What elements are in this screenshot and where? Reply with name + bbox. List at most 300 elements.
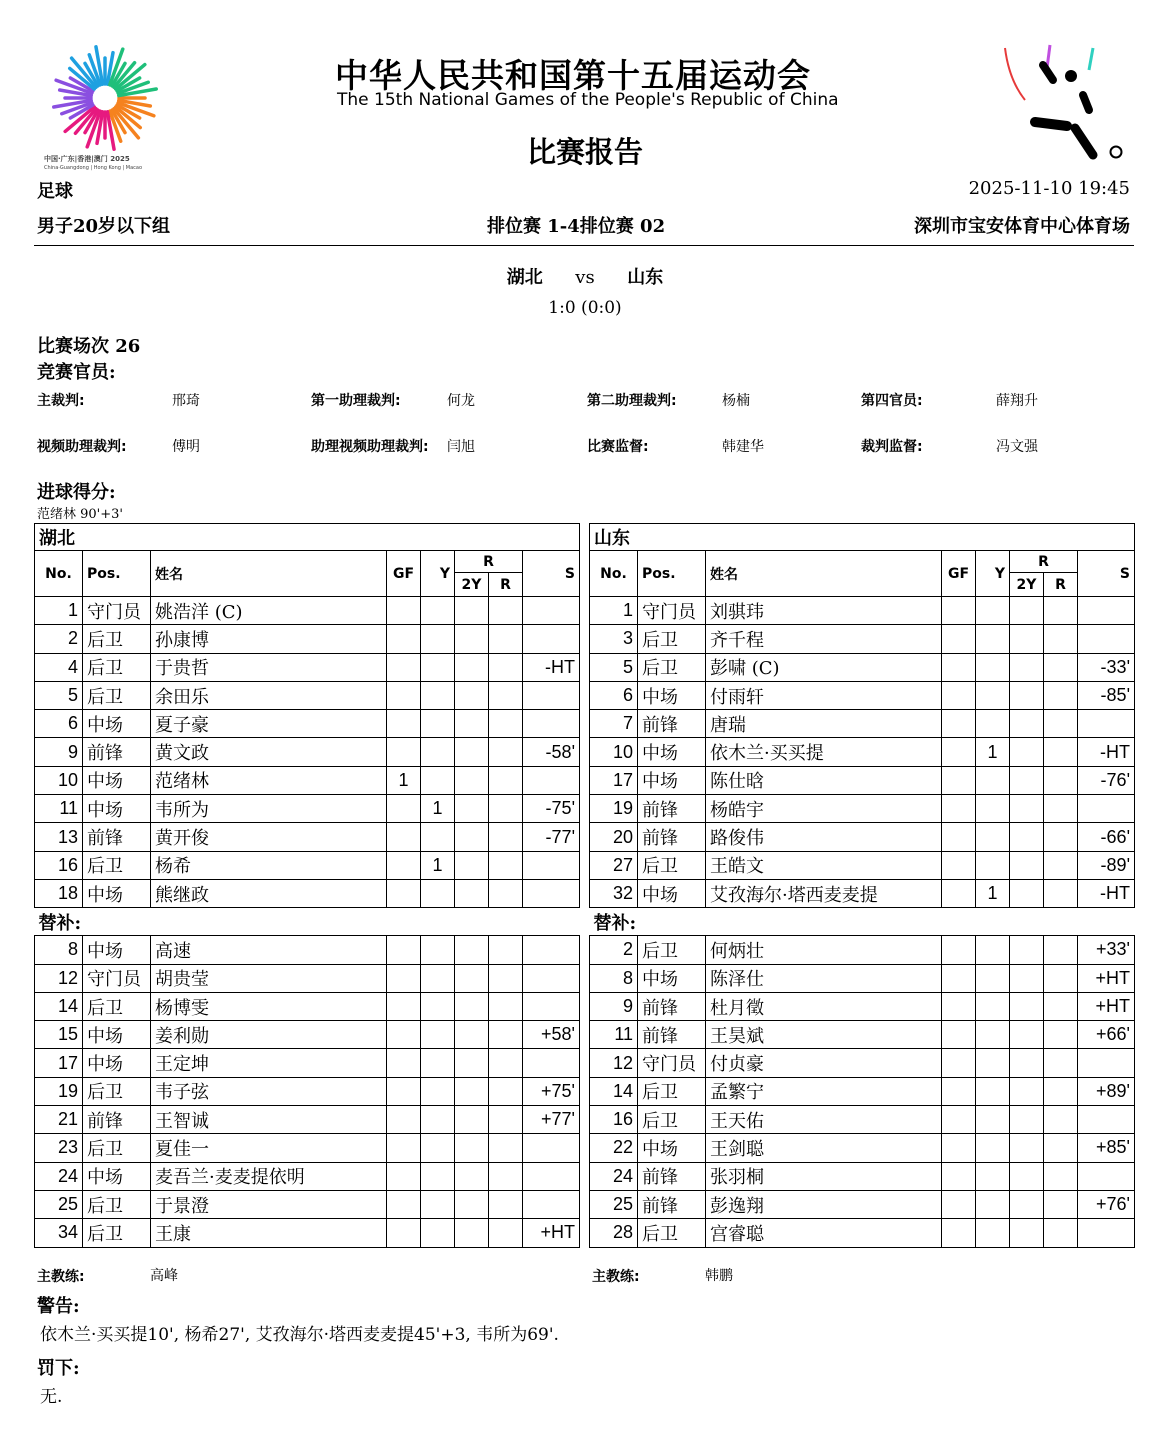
player-position: 前锋: [638, 1021, 706, 1049]
officials-heading: 竞赛官员:: [37, 362, 116, 383]
match-datetime: 2025-11-10 19:45: [968, 178, 1130, 199]
player-name: 黄文政: [151, 738, 387, 766]
player-row: [35, 964, 580, 992]
player-second-yellow: [455, 1077, 489, 1105]
player-number: 7: [590, 710, 638, 738]
col-rr-header: R: [489, 573, 523, 597]
away-team-name: 山东: [627, 267, 664, 288]
player-substitution: +33': [1078, 936, 1135, 964]
player-goals: [942, 992, 976, 1020]
player-name: 余田乐: [151, 681, 387, 709]
player-red: [1044, 653, 1078, 681]
player-substitution: -89': [1078, 851, 1135, 879]
player-row: [590, 1134, 1135, 1162]
player-red: [489, 597, 523, 625]
player-name: 姚浩洋 (C): [151, 597, 387, 625]
player-name: 彭啸 (C): [706, 653, 942, 681]
player-yellow: [976, 1077, 1010, 1105]
player-position: 中场: [83, 936, 151, 964]
expulsions-heading: 罚下:: [37, 1358, 80, 1379]
player-goals: [387, 851, 421, 879]
player-number: 8: [35, 936, 83, 964]
player-yellow: [976, 936, 1010, 964]
player-second-yellow: [1010, 1162, 1044, 1190]
player-position: 后卫: [83, 1077, 151, 1105]
player-yellow: [421, 1021, 455, 1049]
player-number: 11: [35, 795, 83, 823]
player-substitution: [523, 625, 580, 653]
player-row: [35, 681, 580, 709]
player-substitution: [1078, 1049, 1135, 1077]
player-position: 前锋: [83, 738, 151, 766]
match-number: 比赛场次 26: [37, 336, 141, 357]
col-rr-header: R: [1044, 573, 1078, 597]
official-label: 第四官员:: [861, 393, 923, 409]
player-yellow: [976, 1190, 1010, 1218]
player-red: [1044, 1134, 1078, 1162]
player-second-yellow: [1010, 653, 1044, 681]
player-substitution: [1078, 597, 1135, 625]
player-number: 10: [35, 766, 83, 794]
player-red: [489, 936, 523, 964]
player-number: 13: [35, 823, 83, 851]
player-yellow: [421, 710, 455, 738]
player-second-yellow: [1010, 625, 1044, 653]
player-yellow: [976, 823, 1010, 851]
player-row: [590, 738, 1135, 766]
player-substitution: -HT: [523, 653, 580, 681]
player-second-yellow: [455, 710, 489, 738]
player-row: [590, 1049, 1135, 1077]
official-label: 比赛监督:: [587, 439, 649, 455]
player-goals: [387, 738, 421, 766]
player-row: [590, 992, 1135, 1020]
player-second-yellow: [1010, 766, 1044, 794]
player-position: 中场: [83, 710, 151, 738]
player-name: 宫睿聪: [706, 1219, 942, 1247]
player-row: [35, 1049, 580, 1077]
player-yellow: [421, 992, 455, 1020]
player-row: [590, 1190, 1135, 1218]
player-second-yellow: [455, 851, 489, 879]
col-no-header: No.: [590, 551, 638, 597]
player-yellow: [976, 625, 1010, 653]
player-red: [489, 992, 523, 1020]
player-second-yellow: [455, 1190, 489, 1218]
vs-label: vs: [575, 267, 595, 288]
player-name: 夏佳一: [151, 1134, 387, 1162]
player-red: [489, 795, 523, 823]
player-yellow: [976, 1134, 1010, 1162]
player-substitution: [523, 964, 580, 992]
player-name: 姜利勋: [151, 1021, 387, 1049]
player-goals: [387, 1162, 421, 1190]
player-number: 19: [35, 1077, 83, 1105]
player-goals: [942, 964, 976, 992]
player-position: 前锋: [638, 1162, 706, 1190]
player-row: [35, 1077, 580, 1105]
player-name: 付贞豪: [706, 1049, 942, 1077]
player-goals: [942, 766, 976, 794]
player-goals: [387, 625, 421, 653]
col-name-header: 姓名: [151, 551, 387, 597]
player-second-yellow: [1010, 1106, 1044, 1134]
player-number: 21: [35, 1106, 83, 1134]
player-second-yellow: [1010, 936, 1044, 964]
player-substitution: [523, 1134, 580, 1162]
player-name: 王昊斌: [706, 1021, 942, 1049]
player-goals: [387, 710, 421, 738]
player-second-yellow: [455, 936, 489, 964]
official-name: 薛翔升: [996, 393, 1038, 409]
player-goals: [387, 879, 421, 907]
player-number: 17: [590, 766, 638, 794]
player-second-yellow: [455, 1021, 489, 1049]
player-goals: [942, 1190, 976, 1218]
player-substitution: [1078, 1106, 1135, 1134]
player-red: [489, 766, 523, 794]
player-row: [590, 964, 1135, 992]
player-substitution: [523, 851, 580, 879]
substitutes-heading: 替补:: [35, 908, 580, 936]
player-goals: [942, 1134, 976, 1162]
player-substitution: [1078, 710, 1135, 738]
player-name: 王智诚: [151, 1106, 387, 1134]
player-position: 前锋: [638, 710, 706, 738]
player-yellow: [421, 823, 455, 851]
player-name: 孙康博: [151, 625, 387, 653]
player-yellow: [976, 1162, 1010, 1190]
official-name: 邢琦: [172, 393, 200, 409]
player-row: [590, 851, 1135, 879]
player-name: 孟繁宁: [706, 1077, 942, 1105]
player-second-yellow: [1010, 1219, 1044, 1247]
player-second-yellow: [455, 823, 489, 851]
player-name: 于景澄: [151, 1190, 387, 1218]
player-second-yellow: [455, 879, 489, 907]
matchup: [0, 263, 1170, 289]
player-yellow: [976, 1106, 1010, 1134]
player-red: [1044, 1162, 1078, 1190]
player-substitution: +HT: [523, 1219, 580, 1247]
player-substitution: [523, 936, 580, 964]
col-2y-header: 2Y: [455, 573, 489, 597]
player-number: 14: [590, 1077, 638, 1105]
player-yellow: [421, 1190, 455, 1218]
col-name-header: 姓名: [706, 551, 942, 597]
player-number: 34: [35, 1219, 83, 1247]
col-s-header: S: [523, 551, 580, 597]
player-red: [489, 710, 523, 738]
player-name: 胡贵莹: [151, 964, 387, 992]
player-row: [35, 738, 580, 766]
player-red: [1044, 1049, 1078, 1077]
player-red: [489, 1134, 523, 1162]
player-substitution: +58': [523, 1021, 580, 1049]
player-goals: 1: [387, 766, 421, 794]
player-substitution: -HT: [1078, 879, 1135, 907]
player-goals: [942, 1077, 976, 1105]
player-number: 3: [590, 625, 638, 653]
player-row: [590, 625, 1135, 653]
player-second-yellow: [455, 681, 489, 709]
player-goals: [942, 1049, 976, 1077]
player-red: [1044, 625, 1078, 653]
player-red: [1044, 795, 1078, 823]
official-label: 视频助理裁判:: [37, 439, 127, 455]
player-row: [35, 653, 580, 681]
player-goals: [387, 1021, 421, 1049]
player-row: [590, 1106, 1135, 1134]
player-row: [590, 879, 1135, 907]
player-row: [35, 851, 580, 879]
age-group: 男子20岁以下组: [37, 216, 171, 237]
player-row: [35, 1190, 580, 1218]
player-red: [1044, 681, 1078, 709]
player-row: [35, 597, 580, 625]
player-second-yellow: [1010, 964, 1044, 992]
player-substitution: [523, 992, 580, 1020]
player-position: 前锋: [638, 992, 706, 1020]
player-goals: [387, 1134, 421, 1162]
player-yellow: 1: [421, 795, 455, 823]
col-s-header: S: [1078, 551, 1135, 597]
player-red: [1044, 851, 1078, 879]
player-goals: [387, 795, 421, 823]
player-yellow: [421, 1219, 455, 1247]
col-y-header: Y: [976, 551, 1010, 597]
player-goals: [387, 597, 421, 625]
player-second-yellow: [1010, 1190, 1044, 1218]
player-position: 中场: [83, 1049, 151, 1077]
player-position: 后卫: [638, 851, 706, 879]
player-name: 王皓文: [706, 851, 942, 879]
player-substitution: [523, 1190, 580, 1218]
player-substitution: -77': [523, 823, 580, 851]
player-name: 陈泽仕: [706, 964, 942, 992]
player-goals: [942, 1106, 976, 1134]
player-row: [590, 1219, 1135, 1247]
player-name: 熊继政: [151, 879, 387, 907]
player-red: [1044, 766, 1078, 794]
home-roster-table: [34, 523, 580, 1248]
player-goals: [942, 823, 976, 851]
player-red: [1044, 1106, 1078, 1134]
player-name: 范绪林: [151, 766, 387, 794]
player-name: 杜月徵: [706, 992, 942, 1020]
player-position: 前锋: [638, 1190, 706, 1218]
player-position: 中场: [638, 879, 706, 907]
player-red: [1044, 1021, 1078, 1049]
player-goals: [942, 681, 976, 709]
player-second-yellow: [455, 738, 489, 766]
player-second-yellow: [1010, 1077, 1044, 1105]
player-substitution: +HT: [1078, 992, 1135, 1020]
player-substitution: [523, 1162, 580, 1190]
player-second-yellow: [1010, 851, 1044, 879]
player-substitution: [523, 879, 580, 907]
player-substitution: -33': [1078, 653, 1135, 681]
player-number: 2: [590, 936, 638, 964]
player-goals: [942, 738, 976, 766]
col-y-header: Y: [421, 551, 455, 597]
player-row: [35, 1219, 580, 1247]
player-yellow: [976, 795, 1010, 823]
away-roster-table: [589, 523, 1135, 1248]
col-pos-header: Pos.: [638, 551, 706, 597]
sport-name: 足球: [37, 181, 73, 202]
player-goals: [942, 1021, 976, 1049]
player-substitution: +75': [523, 1077, 580, 1105]
team-name: 山东: [590, 524, 1135, 551]
player-name: 黄开俊: [151, 823, 387, 851]
player-row: [590, 1021, 1135, 1049]
player-yellow: [976, 653, 1010, 681]
player-number: 6: [35, 710, 83, 738]
player-substitution: -85': [1078, 681, 1135, 709]
player-substitution: [1078, 795, 1135, 823]
player-red: [489, 1077, 523, 1105]
player-number: 5: [590, 653, 638, 681]
player-number: 16: [35, 851, 83, 879]
player-number: 12: [590, 1049, 638, 1077]
player-goals: [387, 1077, 421, 1105]
player-number: 1: [35, 597, 83, 625]
player-goals: [942, 625, 976, 653]
player-goals: [942, 879, 976, 907]
match-phase: 排位赛 1-4排位赛 02: [487, 216, 666, 237]
player-substitution: +85': [1078, 1134, 1135, 1162]
player-substitution: +77': [523, 1106, 580, 1134]
team-name: 湖北: [35, 524, 580, 551]
official-label: 第二助理裁判:: [587, 393, 677, 409]
player-red: [1044, 710, 1078, 738]
report-title: 比赛报告: [526, 135, 643, 169]
player-second-yellow: [1010, 1134, 1044, 1162]
player-substitution: [1078, 625, 1135, 653]
player-red: [489, 879, 523, 907]
player-position: 中场: [638, 964, 706, 992]
player-goals: [942, 851, 976, 879]
player-number: 25: [590, 1190, 638, 1218]
player-goals: [942, 936, 976, 964]
player-position: 前锋: [83, 1106, 151, 1134]
player-second-yellow: [455, 964, 489, 992]
col-r-header: R: [1010, 551, 1078, 573]
player-second-yellow: [1010, 1049, 1044, 1077]
col-r-header: R: [455, 551, 523, 573]
player-name: 依木兰·买买提: [706, 738, 942, 766]
player-number: 17: [35, 1049, 83, 1077]
player-name: 彭逸翔: [706, 1190, 942, 1218]
player-goals: [387, 992, 421, 1020]
player-yellow: [976, 1049, 1010, 1077]
player-yellow: [976, 1219, 1010, 1247]
sport-pictogram: [995, 40, 1135, 165]
player-name: 艾孜海尔·塔西麦麦提: [706, 879, 942, 907]
player-red: [489, 851, 523, 879]
player-second-yellow: [1010, 710, 1044, 738]
player-number: 11: [590, 1021, 638, 1049]
logo-text: 中国·广东|香港|澳门 2025: [44, 155, 130, 163]
player-number: 9: [35, 738, 83, 766]
goals-list: 范绪林 90'+3': [37, 507, 123, 522]
player-number: 9: [590, 992, 638, 1020]
venue: 深圳市宝安体育中心体育场: [914, 216, 1130, 237]
player-red: [489, 1049, 523, 1077]
player-position: 后卫: [638, 1106, 706, 1134]
player-number: 19: [590, 795, 638, 823]
player-goals: [387, 964, 421, 992]
player-goals: [387, 1106, 421, 1134]
player-substitution: [523, 597, 580, 625]
player-position: 后卫: [638, 1219, 706, 1247]
player-name: 刘骐玮: [706, 597, 942, 625]
player-position: 后卫: [83, 653, 151, 681]
player-substitution: [523, 1049, 580, 1077]
player-name: 于贵哲: [151, 653, 387, 681]
player-yellow: [976, 766, 1010, 794]
player-goals: [387, 823, 421, 851]
player-yellow: [421, 1162, 455, 1190]
col-gf-header: GF: [942, 551, 976, 597]
player-red: [1044, 879, 1078, 907]
player-second-yellow: [1010, 992, 1044, 1020]
player-row: [590, 653, 1135, 681]
col-pos-header: Pos.: [83, 551, 151, 597]
col-gf-header: GF: [387, 551, 421, 597]
player-second-yellow: [455, 1162, 489, 1190]
official-label: 第一助理裁判:: [311, 393, 401, 409]
player-yellow: [421, 1134, 455, 1162]
player-row: [35, 936, 580, 964]
player-number: 24: [35, 1162, 83, 1190]
player-row: [35, 766, 580, 794]
logo-subtext: China·Guangdong | Hong Kong | Macao: [44, 165, 143, 171]
player-number: 16: [590, 1106, 638, 1134]
home-team-name: 湖北: [506, 267, 543, 288]
player-position: 后卫: [83, 1219, 151, 1247]
games-title-cn: 中华人民共和国第十五届运动会: [335, 56, 811, 95]
player-substitution: [523, 710, 580, 738]
player-position: 后卫: [83, 625, 151, 653]
player-row: [590, 1077, 1135, 1105]
player-goals: [942, 597, 976, 625]
player-number: 24: [590, 1162, 638, 1190]
player-position: 后卫: [83, 681, 151, 709]
player-goals: [942, 1162, 976, 1190]
player-substitution: +HT: [1078, 964, 1135, 992]
player-substitution: -66': [1078, 823, 1135, 851]
player-position: 前锋: [83, 823, 151, 851]
player-red: [489, 738, 523, 766]
player-yellow: [421, 653, 455, 681]
player-position: 后卫: [83, 1190, 151, 1218]
player-position: 中场: [638, 1134, 706, 1162]
final-score: 1:0 (0:0): [548, 298, 622, 318]
player-second-yellow: [455, 1134, 489, 1162]
player-row: [35, 992, 580, 1020]
player-number: 6: [590, 681, 638, 709]
player-red: [1044, 964, 1078, 992]
player-row: [590, 766, 1135, 794]
player-second-yellow: [1010, 738, 1044, 766]
player-position: 中场: [83, 1021, 151, 1049]
player-substitution: -58': [523, 738, 580, 766]
player-name: 麦吾兰·麦麦提依明: [151, 1162, 387, 1190]
player-name: 王定坤: [151, 1049, 387, 1077]
player-name: 付雨轩: [706, 681, 942, 709]
